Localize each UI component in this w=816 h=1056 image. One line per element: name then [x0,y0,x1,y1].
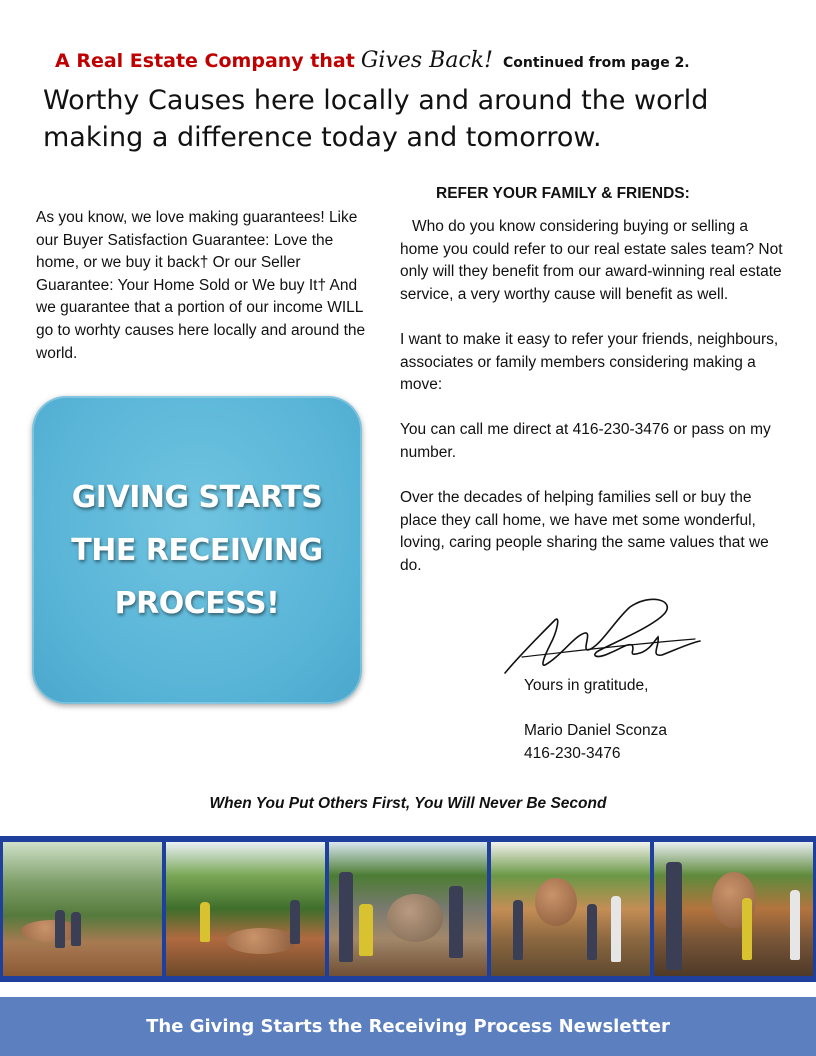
gives-back-script: Gives Back! [360,48,493,73]
header-tagline [55,48,690,73]
photo-site-clearing [3,842,162,976]
closing-block [524,675,667,765]
refer-heading: REFER YOUR FAMILY & FRIENDS: [436,185,690,202]
refer-paragraph-3: You can call me direct at 416-230-3476 or pass on my number. [400,421,771,461]
newsletter-footer: The Giving Starts the Receiving Process Newsletter [0,997,816,1056]
photo-strip [0,836,816,982]
handwritten-signature [500,595,705,680]
refer-paragraph-2: I want to make it easy to refer your friends, neighbours, associates or family members considering making a move: [400,330,779,394]
callout-text: GIVING STARTS THE RECEIVING PROCESS! [71,479,323,621]
company-tagline: A Real Estate Company that [55,50,355,72]
photo-lifting-rootball [491,842,650,976]
motto: When You Put Others First, You Will Never Be Second [209,795,607,812]
photo-moving-rock [329,842,488,976]
refer-paragraph-4: Over the decades of helping families sell or buy the place they call home, we have met some wonderful, loving, caring people sharing the same values that we do. [400,489,769,574]
refer-body [400,216,790,600]
page-headline: Worthy Causes here locally and around the world making a difference today and tomorrow. [43,85,709,153]
guarantees-paragraph: As you know, we love making guarantees! Like our Buyer Satisfaction Guarantee: Love the home, or we buy it back† Or our Seller Guarantee: Your Home Sold or We buy It† And we guarantee that a portion of our income WILL go to worhty causes here locally and around the world. [36,209,366,362]
photo-digging-crew [166,842,325,976]
photo-planting-tree [654,842,813,976]
signer-phone: 416-230-3476 [524,744,621,762]
closing-salutation: Yours in gratitude, [524,677,649,694]
refer-paragraph-1: Who do you know considering buying or selling a home you could refer to our real estate sales team? Not only will they benefit from our award-winning real estate service, a very worthy cause will benefit as well. [400,218,783,303]
continued-note: Continued from page 2. [502,55,690,71]
signer-name: Mario Daniel Sconza [524,722,668,740]
giving-callout-box [32,396,362,704]
